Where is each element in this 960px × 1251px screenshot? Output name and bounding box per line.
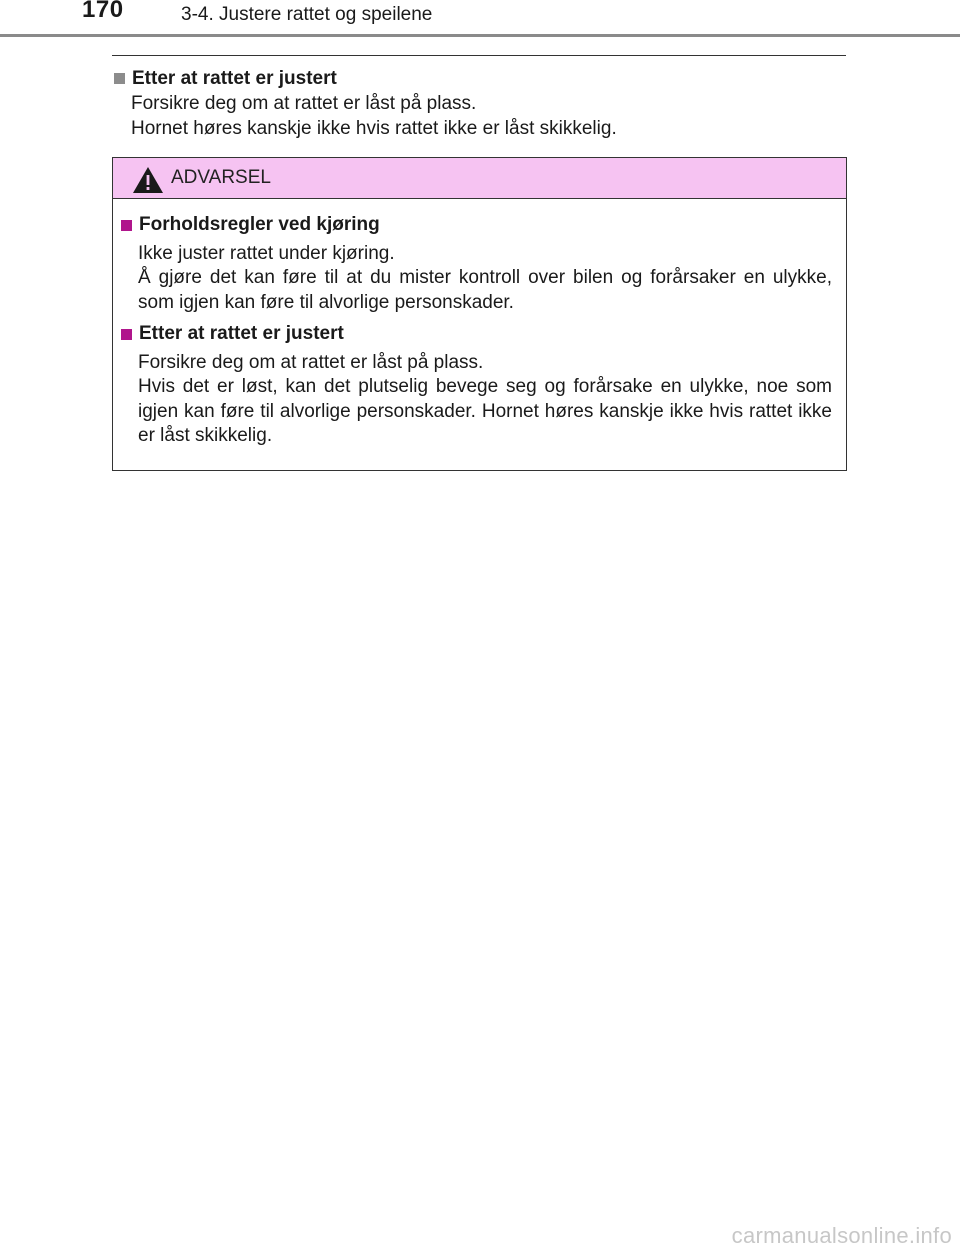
- warning-triangle-icon: [132, 166, 164, 194]
- warning-line: Å gjøre det kan føre til at du mister kontroll over bilen og forårsaker en ulykke, som igjen kan føre til alvorlige personskader.: [138, 267, 832, 313]
- warning-item-heading: [119, 322, 832, 347]
- warning-item-text: [119, 351, 832, 449]
- warning-line: Forsikre deg om at rattet er låst på plass.: [138, 351, 484, 373]
- warning-line: Hvis det er løst, kan det plutselig bevege seg og forårsake en ulykke, noe som igjen kan føre til alvorlige personskader. Hornet høres kanskje ikke hvis rattet ikke er låst skikkelig.: [138, 376, 832, 446]
- header-rule: [0, 34, 960, 37]
- warning-item-heading: [119, 213, 832, 238]
- warning-label: ADVARSEL: [171, 167, 271, 188]
- section-rule: [112, 55, 846, 56]
- page-number: 170: [82, 0, 124, 23]
- section-line: Forsikre deg om at rattet er låst på plass.: [131, 93, 477, 114]
- square-bullet-icon: [121, 329, 132, 340]
- square-bullet-icon: [114, 73, 125, 84]
- warning-line: Ikke juster rattet under kjøring.: [138, 242, 395, 264]
- section-heading: [112, 66, 846, 91]
- watermark: carmanualsonline.info: [731, 1223, 952, 1248]
- warning-header: [113, 158, 846, 199]
- square-bullet-icon: [121, 220, 132, 231]
- warning-item-heading-text: Etter at rattet er justert: [139, 323, 344, 344]
- warning-item-text: [119, 242, 832, 316]
- section-heading-text: Etter at rattet er justert: [132, 68, 337, 89]
- warning-box: [112, 157, 847, 471]
- warning-item-heading-text: Forholdsregler ved kjøring: [139, 214, 380, 235]
- section-adjusted: [112, 66, 846, 141]
- chapter-title: 3-4. Justere rattet og speilene: [181, 4, 433, 25]
- warning-body: [113, 199, 846, 449]
- section-line: Hornet høres kanskje ikke hvis rattet ikke er låst skikkelig.: [131, 118, 617, 139]
